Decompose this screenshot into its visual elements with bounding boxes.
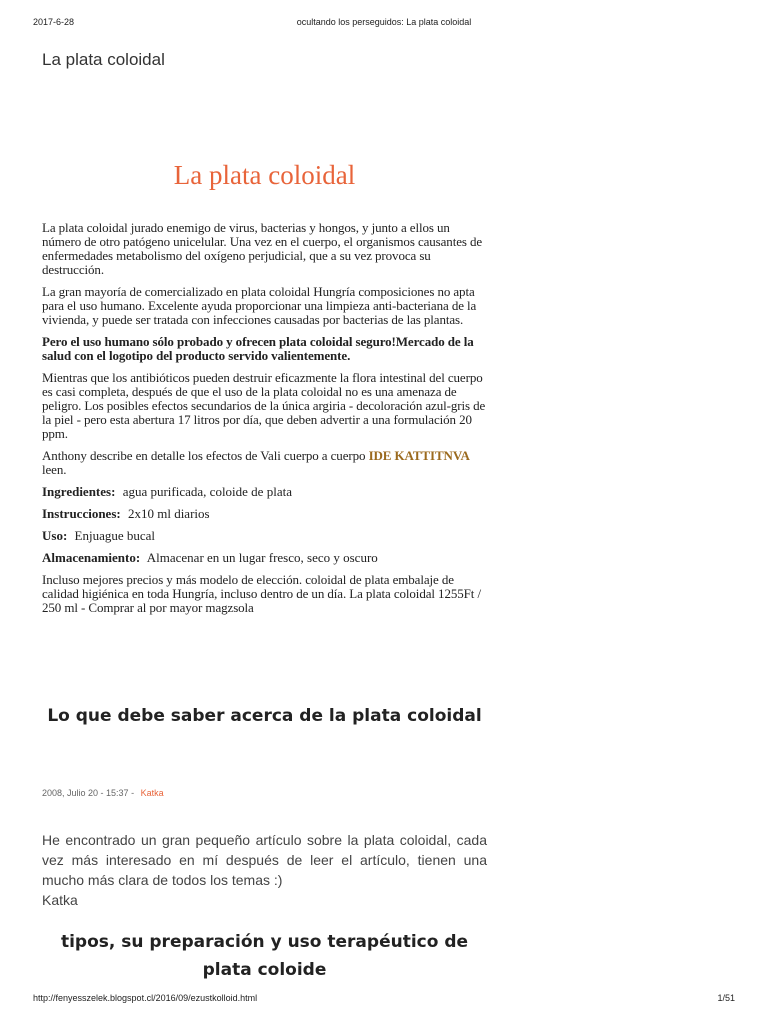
spec-value: Almacenar en un lugar fresco, seco y oscuro xyxy=(146,550,378,565)
spec-row-instructions xyxy=(42,507,487,521)
spec-row-use xyxy=(42,529,487,543)
ide-kattitnva-link[interactable]: IDE KATTITNVA xyxy=(368,448,470,463)
post-paragraph-bold: Pero el uso humano sólo probado y ofrecen plata coloidal seguro!Mercado de la salud con el logotipo del producto servido valientemente. xyxy=(42,334,474,363)
spec-value: Enjuague bucal xyxy=(74,528,156,543)
section-title: Lo que debe saber acerca de la plata coloidal xyxy=(47,706,482,726)
print-url: http://fenyesszelek.blogspot.cl/2016/09/ezustkolloid.html xyxy=(33,993,258,1003)
blog-title[interactable]: La plata coloidal xyxy=(42,50,165,69)
spec-label: Almacenamiento: xyxy=(42,550,141,565)
closing-paragraph: Incluso mejores precios y más modelo de elección. coloidal de plata embalaje de calidad higiénica en toda Hungría, incluso dentro de un día. La plata coloidal 1255Ft / 250 ml - Comprar al por mayor magzsola xyxy=(42,572,481,615)
anthony-paragraph xyxy=(42,449,487,477)
anthony-suffix: leen. xyxy=(42,462,67,477)
spec-row-ingredients xyxy=(42,485,487,499)
spec-value: agua purificada, coloide de plata xyxy=(122,484,292,499)
post-body xyxy=(42,160,487,623)
post-meta xyxy=(42,788,164,798)
print-footer xyxy=(0,993,768,1007)
sub-title: tipos, su preparación y uso terapéutico de plata coloide xyxy=(60,932,469,980)
spec-label: Instrucciones: xyxy=(42,506,121,521)
spec-row-storage xyxy=(42,551,487,565)
post-paragraph: Mientras que los antibióticos pueden destruir eficazmente la flora intestinal del cuerpo es casi completa, después de que el uso de la plata coloidal no es una amenaza de peligro. Los posibles efectos secundarios de la única argiria - decoloración azul-gris de la piel - pero esta abertura 17 litros por día, que deben advertir a una formulación 20 ppm. xyxy=(42,370,486,441)
spec-label: Uso: xyxy=(42,528,68,543)
print-page-title: ocultando los perseguidos: La plata coloidal xyxy=(296,17,472,27)
meta-date: 2008, Julio 20 - 15:37 - xyxy=(42,788,135,798)
quote-body: He encontrado un gran pequeño artículo sobre la plata coloidal, cada vez más interesado en mí después de leer el artículo, tienen una mucho más clara de todos los temas :) xyxy=(42,832,487,888)
anthony-prefix: Anthony describe en detalle los efectos de Vali cuerpo a cuerpo xyxy=(42,448,366,463)
quote-signature: Katka xyxy=(42,892,78,908)
print-date: 2017-6-28 xyxy=(33,17,75,27)
spec-value: 2x10 ml diarios xyxy=(127,506,210,521)
spec-label: Ingredientes: xyxy=(42,484,116,499)
post-title: La plata coloidal xyxy=(173,160,356,190)
quote-text xyxy=(42,830,487,910)
meta-author-link[interactable]: Katka xyxy=(140,788,164,798)
page-number: 1/51 xyxy=(717,993,735,1003)
print-header xyxy=(0,17,768,31)
post-paragraph: La gran mayoría de comercializado en plata coloidal Hungría composiciones no apta para el uso humano. Excelente ayuda proporcionar una limpieza anti-bacteriana de la vivienda, y puede ser tratada con infecciones causadas por bacterias de las plantas. xyxy=(42,284,477,327)
post-paragraph: La plata coloidal jurado enemigo de virus, bacterias y hongos, y junto a ellos un número de otro patógeno unicelular. Una vez en el cuerpo, el organismos causantes de enfermedades metabolismo del oxígeno perjudicial, que a su vez provoca su destrucción. xyxy=(42,220,483,277)
